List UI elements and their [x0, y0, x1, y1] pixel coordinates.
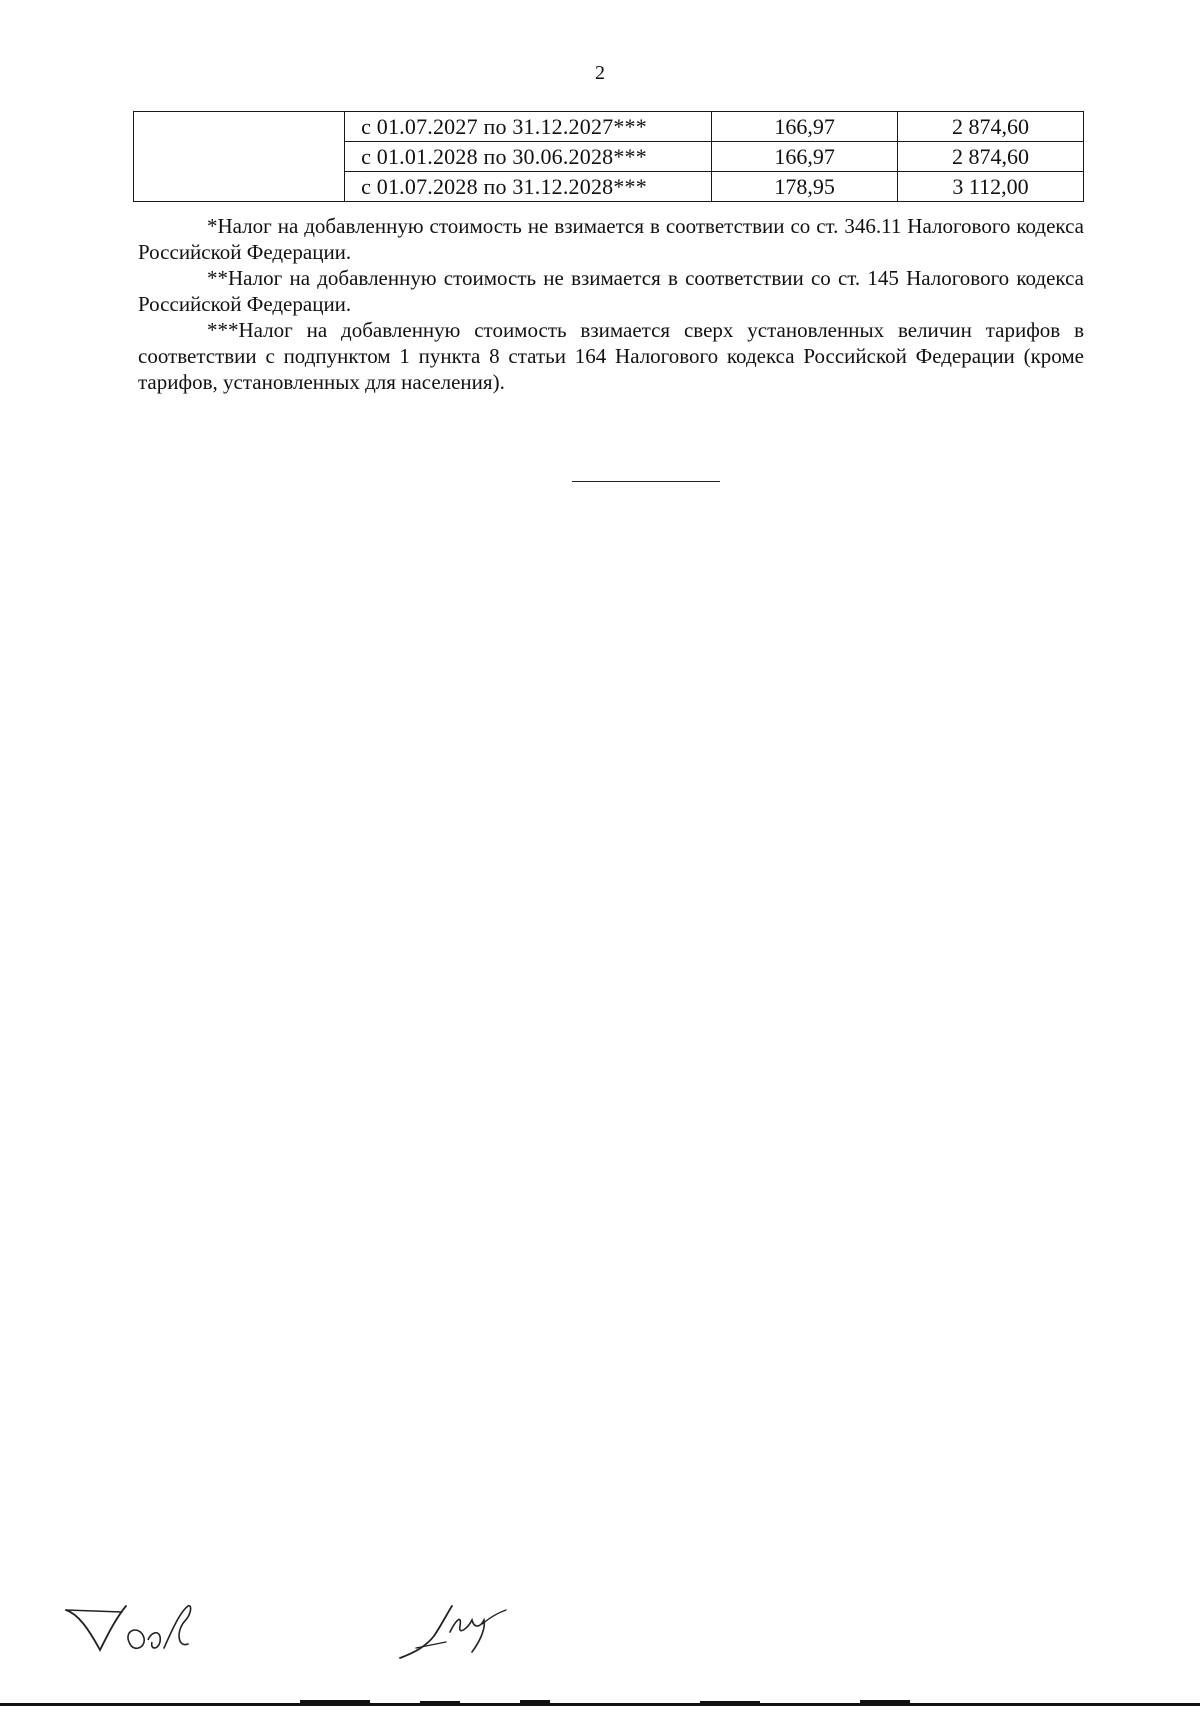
footnotes: [138, 213, 1084, 395]
tariff-value-cell: 178,95: [712, 172, 898, 202]
tariff-value-cell: 166,97: [712, 112, 898, 142]
tariff-value-cell: 2 874,60: [898, 112, 1084, 142]
handwritten-initials-left: [64, 1600, 204, 1662]
period-cell: с 01.01.2028 по 30.06.2028***: [345, 142, 712, 172]
footnote-vat-346-11: *Налог на добавленную стоимость не взимается в соответствии со ст. 346.11 Налогового кодекса Российской Федерации.: [138, 214, 1084, 264]
tariff-value-cell: 166,97: [712, 142, 898, 172]
tariff-value-cell: 2 874,60: [898, 142, 1084, 172]
footnote-vat-145: **Налог на добавленную стоимость не взимается в соответствии со ст. 145 Налогового кодекса Российской Федерации.: [138, 266, 1084, 316]
end-of-text-rule: [572, 481, 720, 482]
table-row: [134, 112, 1084, 142]
period-cell: с 01.07.2027 по 31.12.2027***: [345, 112, 712, 142]
empty-group-cell: [134, 112, 345, 202]
footnote-vat-164: ***Налог на добавленную стоимость взимается сверх установленных величин тарифов в соответствии с подпунктом 1 пункта 8 статьи 164 Налогового кодекса Российской Федерации (кроме тарифов, установленных для населения).: [138, 318, 1084, 394]
period-cell: с 01.07.2028 по 31.12.2028***: [345, 172, 712, 202]
scan-bottom-edge: [0, 1700, 1200, 1708]
page-number: 2: [595, 62, 605, 84]
tariff-value-cell: 3 112,00: [898, 172, 1084, 202]
handwritten-signature-right: [396, 1602, 516, 1664]
tariff-table: [133, 111, 1084, 202]
